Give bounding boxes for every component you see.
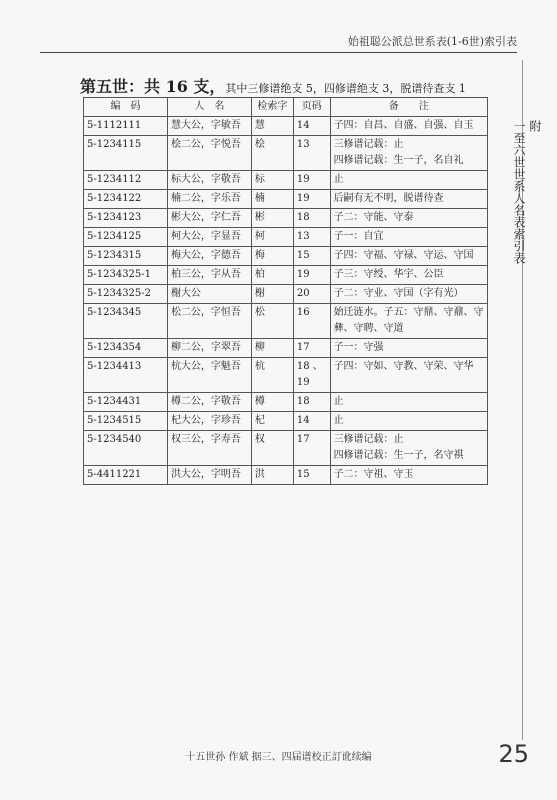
cell-page: 18 (293, 209, 330, 228)
cell-name: 权三公，字寿吾 (167, 431, 251, 466)
table-row (84, 431, 488, 466)
cell-code: 5-1234315 (84, 247, 168, 266)
running-header: 始祖聪公派总世系表(1-6世)索引表 (347, 35, 517, 48)
cell-code: 5-1234354 (84, 339, 168, 358)
cell-key: 柯 (251, 228, 293, 247)
cell-name: 柳二公，字翠吾 (167, 339, 251, 358)
cell-name: 彬大公，字仁吾 (167, 209, 251, 228)
cell-note: 子四：守如、守教、守荣、守华 (330, 358, 487, 393)
cell-code: 5-1234540 (84, 431, 168, 466)
cell-key: 权 (251, 431, 293, 466)
header-rule (40, 52, 517, 53)
cell-code: 5-1112111 (84, 117, 168, 136)
cell-note: 子二：守业、守国（字有光） (330, 285, 487, 304)
cell-key: 洪 (251, 466, 293, 485)
cell-key: 彬 (251, 209, 293, 228)
cell-name: 楠二公，字乐吾 (167, 190, 251, 209)
table-row (84, 117, 488, 136)
cell-code: 5-1234325-2 (84, 285, 168, 304)
table-body (84, 117, 488, 485)
cell-page: 19 (293, 171, 330, 190)
cell-code: 5-1234325-1 (84, 266, 168, 285)
table-row (84, 247, 488, 266)
table-row (84, 190, 488, 209)
header-page: 页码 (293, 98, 330, 117)
cell-name: 榭大公 (167, 285, 251, 304)
cell-code: 5-1234125 (84, 228, 168, 247)
cell-name: 梅大公，字德吾 (167, 247, 251, 266)
table-row (84, 304, 488, 339)
cell-key: 松 (251, 304, 293, 339)
cell-page: 16 (293, 304, 330, 339)
header-note: 备 注 (330, 98, 487, 117)
section-heading-note: 其中三修谱绝支 5，四修谱绝支 3，脱谱待查支 1 (225, 82, 466, 95)
cell-note: 止 (330, 412, 487, 431)
cell-code: 5-1234431 (84, 393, 168, 412)
cell-code: 5-1234112 (84, 171, 168, 190)
cell-page: 19 (293, 266, 330, 285)
cell-key: 榭 (251, 285, 293, 304)
cell-page: 17 (293, 339, 330, 358)
section-heading (80, 74, 466, 97)
cell-note: 止 (330, 171, 487, 190)
cell-key: 桧 (251, 136, 293, 171)
cell-code: 5-1234345 (84, 304, 168, 339)
table-row (84, 136, 488, 171)
cell-page: 20 (293, 285, 330, 304)
cell-page: 15 (293, 466, 330, 485)
cell-note: 子二：守祖、守玉 (330, 466, 487, 485)
cell-note: 子四：自昌、自盛、自强、自玉 (330, 117, 487, 136)
table-row (84, 358, 488, 393)
cell-page: 13 (293, 228, 330, 247)
cell-code: 5-1234122 (84, 190, 168, 209)
table-row (84, 171, 488, 190)
cell-key: 柏 (251, 266, 293, 285)
footer-text: 十五世孙 作斌 据三、四届谱校正訂讹续编 (185, 752, 372, 763)
cell-name: 桧二公，字悦吾 (167, 136, 251, 171)
cell-code: 5-4411221 (84, 466, 168, 485)
cell-note: 子二：守能、守泰 (330, 209, 487, 228)
cell-key: 杞 (251, 412, 293, 431)
cell-note: 止 (330, 393, 487, 412)
table-row (84, 266, 488, 285)
cell-name: 柏三公，字从吾 (167, 266, 251, 285)
side-label-text: 一至六世世系人名表索引表 (512, 120, 526, 264)
table-header-row (84, 98, 488, 117)
cell-note: 子一：自宜 (330, 228, 487, 247)
cell-page: 17 (293, 431, 330, 466)
cell-note: 三修谱记载：止 四修谱记载：生一子，名守祺 (330, 431, 487, 466)
cell-page: 19 (293, 190, 330, 209)
cell-note: 三修谱记载：止 四修谱记载：生一子，名自礼 (330, 136, 487, 171)
cell-page: 13 (293, 136, 330, 171)
cell-note: 子三：守绶、华宇、公臣 (330, 266, 487, 285)
cell-page: 15 (293, 247, 330, 266)
cell-name: 樽二公，字敬吾 (167, 393, 251, 412)
cell-name: 杞大公，字珍吾 (167, 412, 251, 431)
cell-key: 楠 (251, 190, 293, 209)
cell-name: 洪大公，字明吾 (167, 466, 251, 485)
table-row (84, 209, 488, 228)
cell-name: 慧大公，字敏吾 (167, 117, 251, 136)
header-code: 编 码 (84, 98, 168, 117)
cell-code: 5-1234123 (84, 209, 168, 228)
header-key: 检索字 (251, 98, 293, 117)
section-heading-main: 第五世：共 16 支， (80, 77, 226, 96)
table-row (84, 412, 488, 431)
cell-key: 慧 (251, 117, 293, 136)
cell-name: 杭大公，字魁吾 (167, 358, 251, 393)
cell-key: 柳 (251, 339, 293, 358)
table-row (84, 393, 488, 412)
cell-note: 子四：守福、守禄、守运、守国 (330, 247, 487, 266)
cell-note: 始迁涟水。子五：守鼎、守鼐、守彝、守聘、守道 (330, 304, 487, 339)
side-label-prefix: 附 (528, 120, 542, 132)
cell-code: 5-1234115 (84, 136, 168, 171)
table-row (84, 339, 488, 358)
cell-key: 杭 (251, 358, 293, 393)
cell-key: 樽 (251, 393, 293, 412)
cell-key: 标 (251, 171, 293, 190)
cell-page: 18 (293, 393, 330, 412)
page-number: 25 (498, 740, 529, 768)
cell-code: 5-1234515 (84, 412, 168, 431)
cell-page: 18 、19 (293, 358, 330, 393)
cell-key: 梅 (251, 247, 293, 266)
table-row (84, 466, 488, 485)
cell-name: 柯大公，字显吾 (167, 228, 251, 247)
cell-note: 后嗣有无不明，脱谱待查 (330, 190, 487, 209)
table-row (84, 228, 488, 247)
header-name: 人 名 (167, 98, 251, 117)
index-table (83, 97, 488, 485)
cell-page: 14 (293, 412, 330, 431)
cell-note: 子一：守强 (330, 339, 487, 358)
cell-name: 松二公，字恒吾 (167, 304, 251, 339)
cell-name: 标大公，字敬吾 (167, 171, 251, 190)
table-row (84, 285, 488, 304)
side-label (512, 120, 543, 264)
cell-page: 14 (293, 117, 330, 136)
cell-code: 5-1234413 (84, 358, 168, 393)
